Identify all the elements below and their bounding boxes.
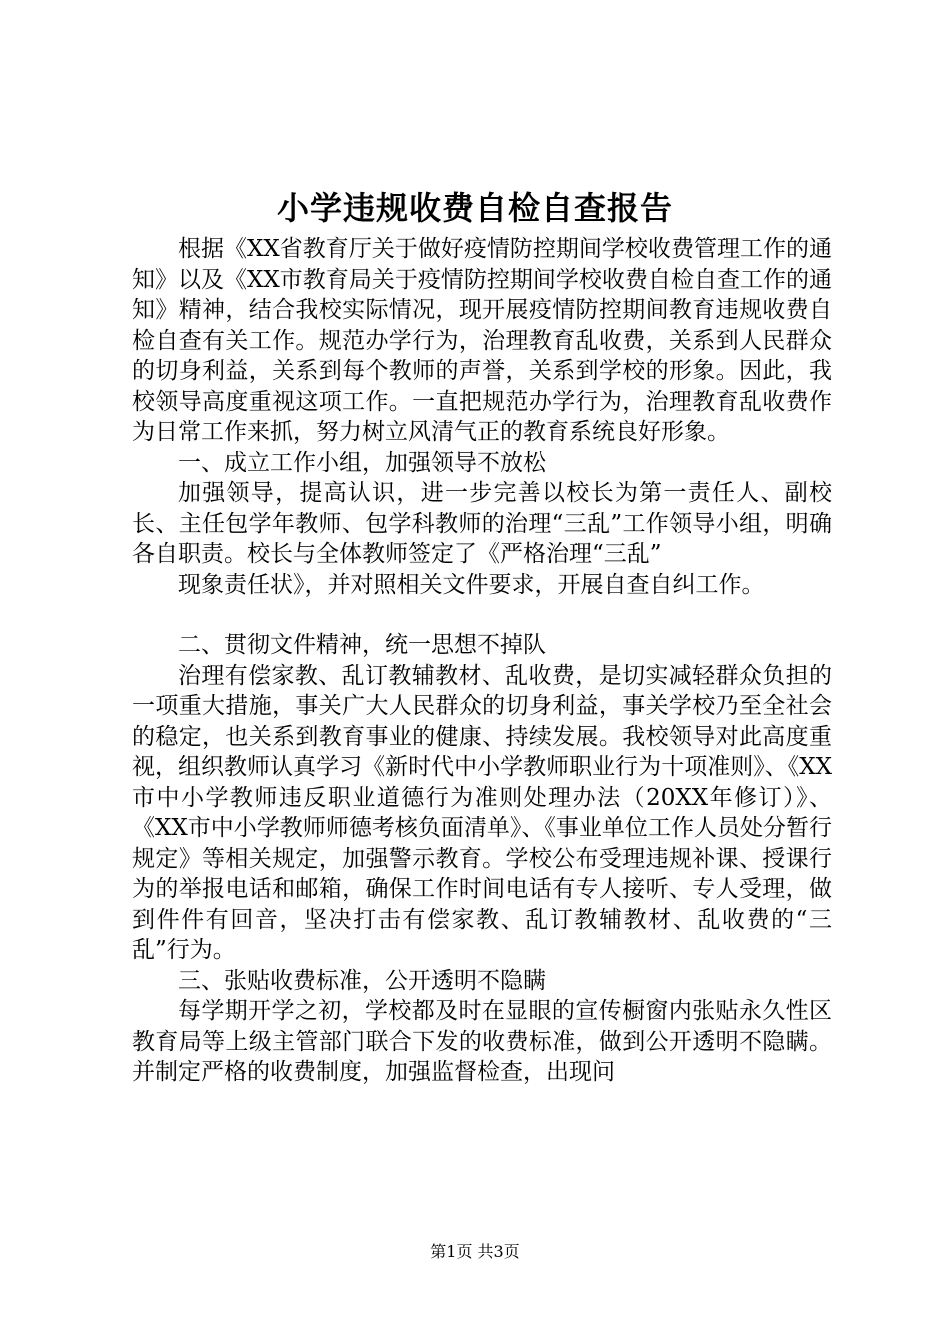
paragraph-section-1: 加强领导，提高认识，进一步完善以校长为第一责任人、副校长、主任包学年教师、包学科教师的治理“三乱”工作领导小组，明确各自职责。校长与全体教师签定了《严格治理“三乱” <box>132 480 832 567</box>
section-heading-1: 一、成立工作小组，加强领导不放松 <box>178 449 546 476</box>
page-number-footer: 第1页 共3页 <box>430 1242 520 1261</box>
paragraph-section-3: 每学期开学之初，学校都及时在显眼的宣传橱窗内张贴永久性区教育局等上级主管部门联合下发的收费标准，做到公开透明不隐瞒。并制定严格的收费制度，加强监督检查，出现问 <box>132 998 832 1085</box>
paragraph-intro: 根据《XX省教育厅关于做好疫情防控期间学校收费管理工作的通知》以及《XX市教育局关于疫情防控期间学校收费自检自查工作的通知》精神，结合我校实际情况，现开展疫情防控期间教育违规收费自检自查有关工作。规范办学行为，治理教育乱收费，关系到人民群众的切身利益，关系到每个教师的声誉，关系到学校的形象。因此，我校领导高度重视这项工作。一直把规范办学行为，治理教育乱收费作为日常工作来抓，努力树立风清气正的教育系统良好形象。 <box>132 236 832 445</box>
paragraph-section-2: 治理有偿家教、乱订教辅教材、乱收费，是切实减轻群众负担的一项重大措施，事关广大人民群众的切身利益，事关学校乃至全社会的稳定，也关系到教育事业的健康、持续发展。我校领导对此高度重视，组织教师认真学习《新时代中小学教师职业行为十项准则》、《XX市中小学教师违反职业道德行为准则处理办法（20XX年修订）》、《XX市中小学教师师德考核负面清单》、《事业单位工作人员处分暂行规定》等相关规定，加强警示教育。学校公布受理违规补课、授课行为的举报电话和邮箱，确保工作时间电话有专人接听、专人受理，做到件件有回音，坚决打击有偿家教、乱订教辅教材、乱收费的“三乱”行为。 <box>132 662 832 963</box>
document-body <box>132 234 832 1088</box>
document-title: 小学违规收费自检自查报告 <box>276 189 673 227</box>
paragraph-section-1-continued: 现象责任状》，并对照相关文件要求，开展自查自纠工作。 <box>178 571 765 598</box>
section-heading-3: 三、张贴收费标准，公开透明不隐瞒 <box>178 967 546 994</box>
section-heading-2: 二、贯彻文件精神，统一思想不掉队 <box>178 632 546 658</box>
